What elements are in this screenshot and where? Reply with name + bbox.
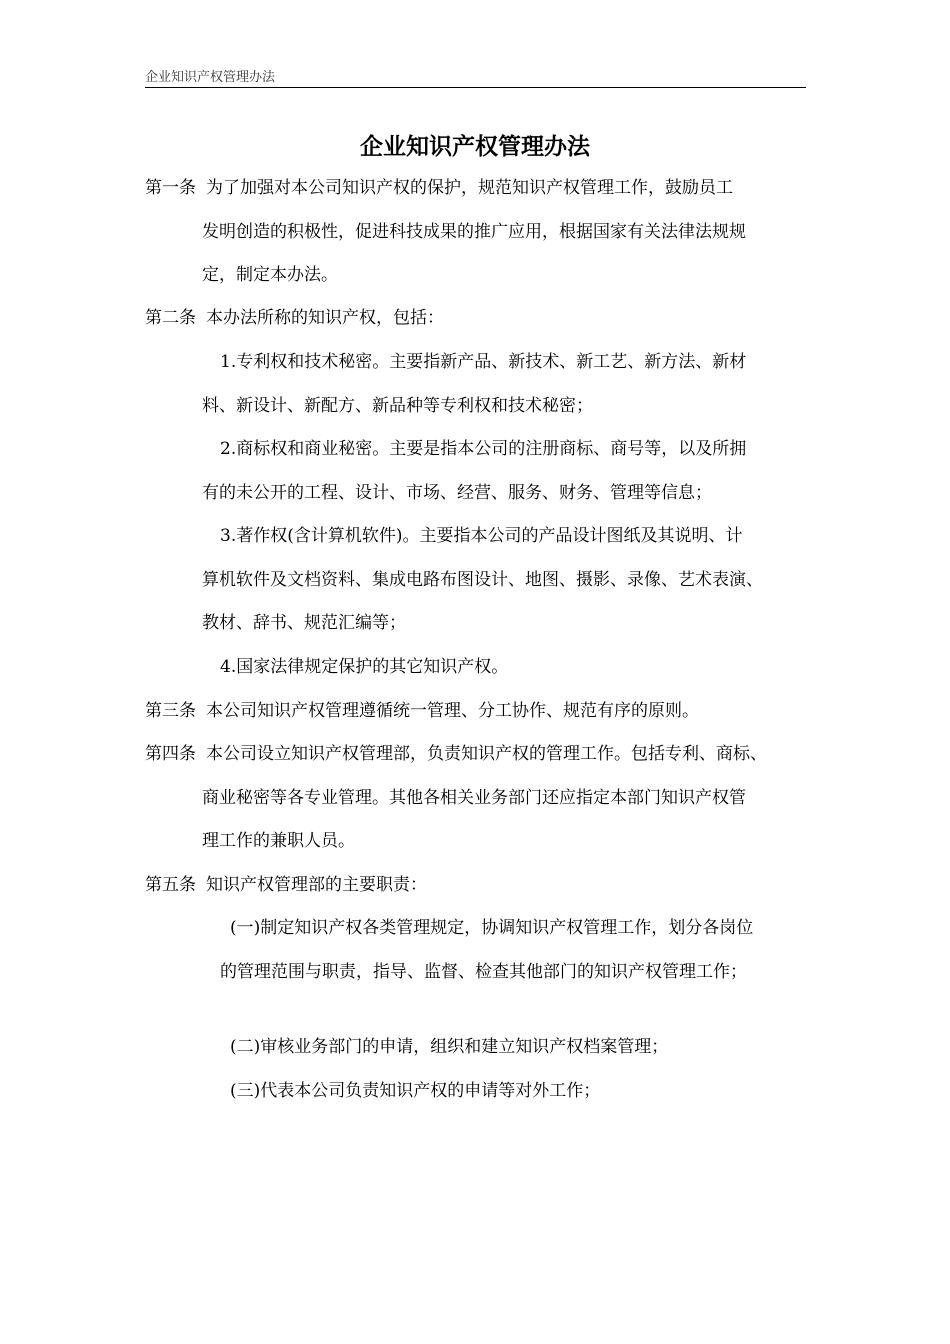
document-title: 企业知识产权管理办法 (360, 134, 590, 160)
article-text-line: 定，制定本办法。 (202, 265, 338, 285)
list-item-line: (一)制定知识产权各类管理规定，协调知识产权管理工作，划分各岗位 (230, 918, 754, 938)
article-text-line: 本办法所称的知识产权，包括： (206, 308, 444, 328)
article-label: 第三条 (145, 701, 196, 721)
article-label: 第四条 (145, 744, 196, 764)
article-text-line: 发明创造的积极性，促进科技成果的推广应用，根据国家有关法律法规规 (202, 222, 746, 242)
header-title: 企业知识产权管理办法 (145, 70, 276, 85)
article-text-line: 知识产权管理部的主要职责： (206, 875, 427, 895)
list-item-line: 教材、辞书、规范汇编等； (202, 613, 406, 633)
article-text-line: 商业秘密等各专业管理。其他各相关业务部门还应指定本部门知识产权管 (202, 788, 746, 808)
article-label: 第五条 (145, 875, 196, 895)
article-text-line: 为了加强对本公司知识产权的保护，规范知识产权管理工作，鼓励员工 (206, 178, 733, 198)
list-item-line: 有的未公开的工程、设计、市场、经营、服务、财务、管理等信息； (202, 483, 712, 503)
list-item-line: (三)代表本公司负责知识产权的申请等对外工作； (230, 1081, 601, 1101)
list-item-line: 料、新设计、新配方、新品种等专利权和技术秘密； (202, 396, 593, 416)
article-text-line: 本公司设立知识产权管理部，负责知识产权的管理工作。包括专利、商标、 (206, 744, 767, 764)
header-divider (145, 87, 806, 88)
article-label: 第一条 (145, 178, 196, 198)
list-item-line: (二)审核业务部门的申请，组织和建立知识产权档案管理； (230, 1037, 669, 1057)
article-label: 第二条 (145, 308, 196, 328)
list-item-line: 1.专利权和技术秘密。主要指新产品、新技术、新工艺、新方法、新材 (220, 352, 747, 372)
list-item-line: 2.商标权和商业秘密。主要是指本公司的注册商标、商号等，以及所拥 (220, 439, 747, 459)
article-text-line: 本公司知识产权管理遵循统一管理、分工协作、规范有序的原则。 (206, 701, 699, 721)
list-item-line: 4.国家法律规定保护的其它知识产权。 (220, 657, 509, 677)
list-item-line: 3.著作权(含计算机软件)。主要指本公司的产品设计图纸及其说明、计 (220, 526, 743, 546)
list-item-line: 的管理范围与职责，指导、监督、检查其他部门的知识产权管理工作； (220, 962, 747, 982)
list-item-line: 算机软件及文档资料、集成电路布图设计、地图、摄影、录像、艺术表演、 (202, 570, 763, 590)
article-text-line: 理工作的兼职人员。 (202, 831, 355, 851)
